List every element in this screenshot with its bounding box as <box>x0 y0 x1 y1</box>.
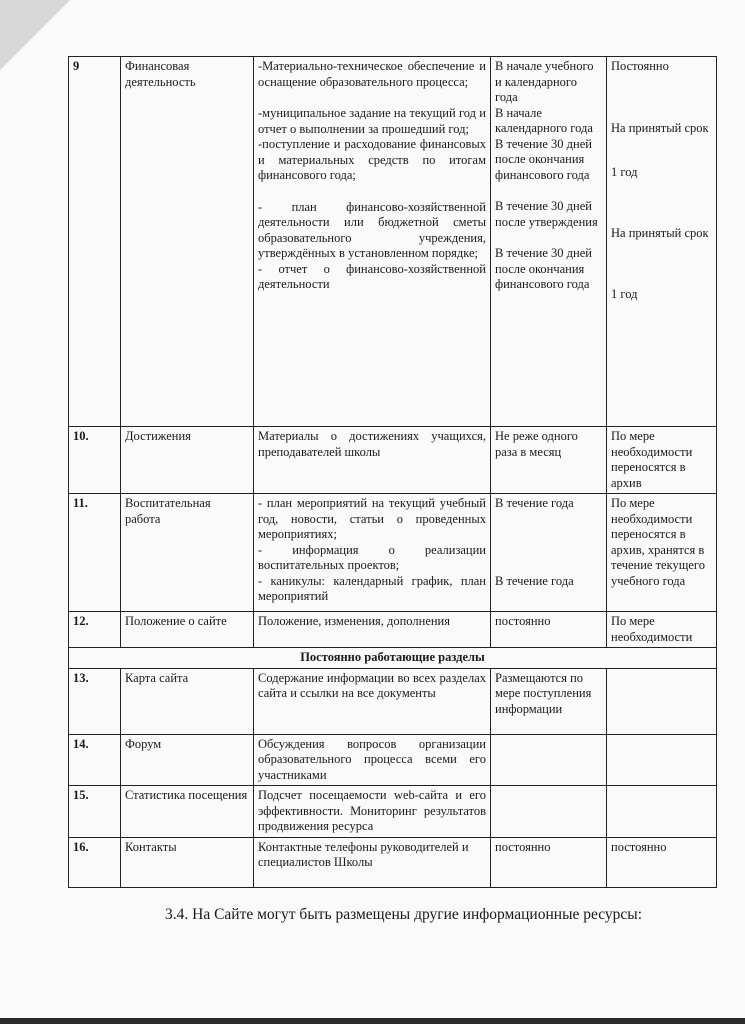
term-item: В течение года <box>495 573 574 588</box>
section-header: Постоянно работающие разделы <box>69 648 717 669</box>
body-paragraph: 3.4. На Сайте могут быть размещены другие информационные ресурсы: <box>165 906 643 923</box>
section-header-row <box>69 648 717 669</box>
row-number: 11. <box>69 494 121 612</box>
term-item: постоянно <box>491 837 607 887</box>
term-item: В течение 30 дней после окончания финансового года <box>495 136 592 182</box>
row-number: 15. <box>69 786 121 838</box>
content-item: - план мероприятий на текущий учебный год, новости, статьи о проведенных мероприятиях; <box>258 496 486 541</box>
term-item: В течение 30 дней после окончания финансового года <box>495 246 592 291</box>
term-item: Размещаются по мере поступления информации <box>491 668 607 734</box>
content-item: -муниципальное задание на текущий год и отчет о выполнении за прошедший год; <box>258 106 486 136</box>
term-item: Не реже одного раза в месяц <box>491 427 607 494</box>
section-name: Положение о сайте <box>121 612 254 648</box>
content-item: -поступление и расходование финансовых и материальных средств по итогам финансового года; <box>258 137 486 182</box>
table-row <box>69 612 717 648</box>
period-item: На принятый срок <box>611 120 709 135</box>
period-item: Постоянно <box>611 59 669 73</box>
content-item: Контактные телефоны руководителей и специалистов Школы <box>254 837 491 887</box>
content-item: Материалы о достижениях учащихся, преподавателей школы <box>254 427 491 494</box>
term-item: В течение года <box>495 496 574 510</box>
content-item: -Материально-техническое обеспечение и оснащение образовательного процесса; <box>258 59 486 89</box>
term-item <box>491 734 607 786</box>
row-number: 14. <box>69 734 121 786</box>
term-item <box>491 786 607 838</box>
sections-table <box>68 56 717 888</box>
period-item: постоянно <box>607 837 717 887</box>
content-item: - информация о реализации воспитательных проектов; <box>258 542 486 572</box>
term-item: постоянно <box>491 612 607 648</box>
period-item: По мере необходимости переносятся в архив <box>607 427 717 494</box>
table-row <box>69 837 717 887</box>
content-item: Содержание информации во всех разделах сайта и ссылки на все документы <box>254 668 491 734</box>
section-name: Достижения <box>121 427 254 494</box>
term-item: В начале учебного и календарного года <box>495 59 594 104</box>
section-name: Форум <box>121 734 254 786</box>
row-number: 9 <box>69 57 121 427</box>
period-item <box>607 668 717 734</box>
content-item: - план финансово-хозяйственной деятельности или бюджетной сметы образовательного учреждения, утверждённых в установленном порядке; <box>258 199 486 260</box>
period-item: 1 год <box>611 165 638 179</box>
section-name: Воспитательная работа <box>121 494 254 612</box>
row-number: 12. <box>69 612 121 648</box>
content-item: Подсчет посещаемости web-сайта и его эффективности. Мониторинг результатов продвижения ресурса <box>254 786 491 838</box>
table-row <box>69 668 717 734</box>
section-name: Финансовая деятельность <box>121 57 254 427</box>
section-name: Статистика посещения <box>121 786 254 838</box>
table-row <box>69 57 717 427</box>
content-item: Обсуждения вопросов организации образовательного процесса всеми его участниками <box>254 734 491 786</box>
period-item <box>607 786 717 838</box>
row-number: 10. <box>69 427 121 494</box>
table-row <box>69 427 717 494</box>
content-item: - отчет о финансово-хозяйственной деятельности <box>258 261 486 291</box>
term-item: В течение 30 дней после утверждения <box>495 199 598 229</box>
row-number: 13. <box>69 668 121 734</box>
term-item: В начале календарного года <box>495 105 593 135</box>
table-row <box>69 494 717 612</box>
page-corner-fold <box>0 0 70 70</box>
period-item: На принятый срок <box>611 225 709 240</box>
content-item: Положение, изменения, дополнения <box>254 612 491 648</box>
scan-bottom-edge <box>0 1018 745 1024</box>
table-row <box>69 786 717 838</box>
period-item: По мере необходимости переносятся в архив, хранятся в течение текущего учебного года <box>607 494 717 612</box>
section-name: Контакты <box>121 837 254 887</box>
row-number: 16. <box>69 837 121 887</box>
period-item <box>607 734 717 786</box>
period-item: 1 год <box>611 287 638 301</box>
table-row <box>69 734 717 786</box>
period-item: По мере необходимости <box>607 612 717 648</box>
content-item: - каникулы: календарный график, план мероприятий <box>258 573 486 603</box>
section-name: Карта сайта <box>121 668 254 734</box>
